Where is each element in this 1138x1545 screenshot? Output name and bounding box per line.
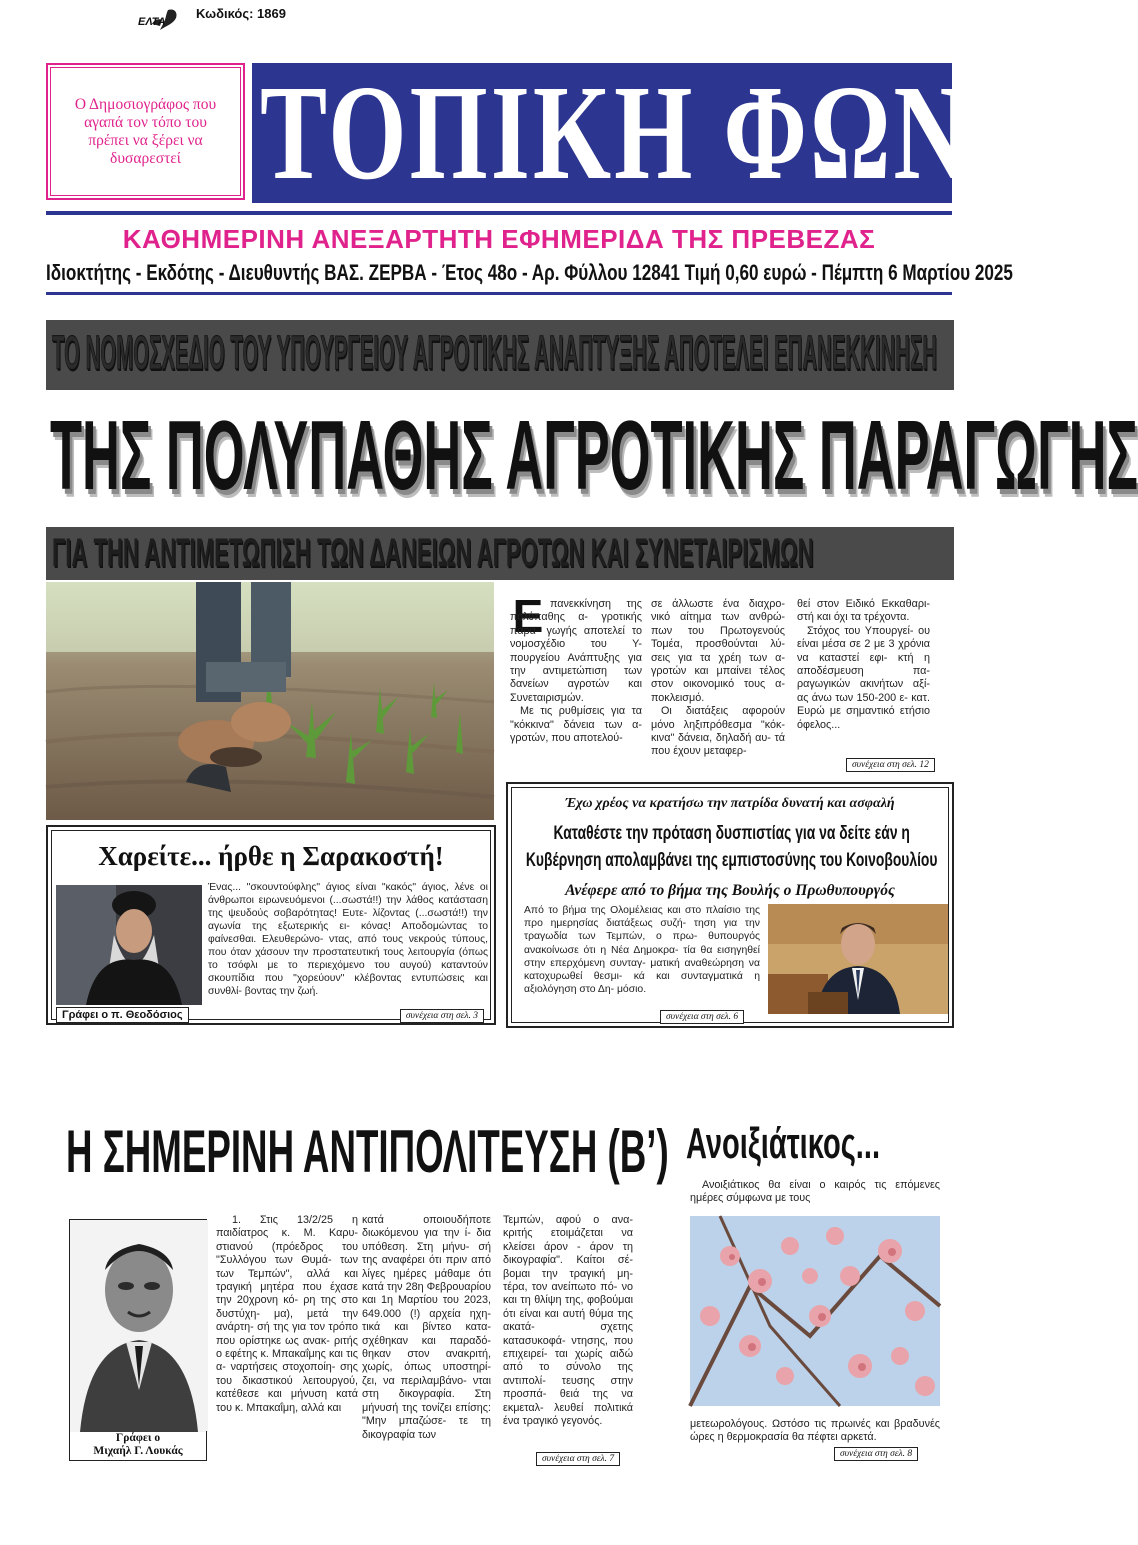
opposition-continue-link[interactable]: συνέχεια στη σελ. 7 [536, 1452, 620, 1466]
pm-photo [768, 904, 948, 1014]
opposition-column-2: κατά οποιουδήποτε διωκόμενου για την ί- δια υπόθεση. Στη μήνυ- σή της αναφέρει ότι πριν από λίγες ημέρες μάθαμε ότι κατά την 28η Φεβρουαρίου και 1η Μαρτίου του 2023, 649.000 (!) αρχεία ηχη- τικά και βίντεο κατα- σχέθηκαν και παραδό- θηκαν στον ανακριτή, χωρίς, όπως υποστηρί- ζει, να περιλαμβάνο- νται στη δικογραφία. Στη μήνυσή της τονίζει επίσης: "Μην μπαζώσε- τε τη δικογραφία των [362, 1214, 491, 1441]
lead-column-2-para-2: Οι διατάξεις αφορούν μόνο ληξιπρόθεσμα "κόκ- κινα" δάνεια, δηλαδή αυ- τά που έχουν μεταφερ- [651, 705, 785, 758]
spring-headline-wrap [686, 1120, 942, 1170]
opposition-byline-line-1: Γράφει ο [115, 1432, 161, 1444]
lead-kicker: ΤΟ ΝΟΜΟΣΧΕΔΙΟ ΤΟΥ ΥΠΟΥΡΓΕΙΟΥ ΑΓΡΟΤΙΚΗΣ ΑΝΑΠΤΥΞΗΣ ΑΠΟΤΕΛΕΙ ΕΠΑΝΕΚΚΙΝΗΣΗ [52, 327, 938, 380]
masthead-info-wrap [46, 259, 1013, 287]
lead-column-1 [510, 590, 642, 745]
pm-kicker: Έχω χρέος να κρατήσω την πατρίδα δυνατή και ασφαλή [565, 796, 895, 811]
pm-subhead: Ανέφερε από το βήμα της Βουλής ο Πρωθυπουργός [565, 882, 895, 899]
lead-photo [46, 582, 494, 820]
lent-text: Ένας... "σκουντούφλης" άγιος είναι "κακός" άγιος, λένε οι άνθρωποι ειρωνευόμενοι (...σωστά!!) την λάθος κατάσταση της ψευδούς σοβαρότητας! Ευτε- λίζοντας (...σωστά!!) την αγωνία της εξωτερικής ει- κόνας! Αποδομώντας το φαίνεσθαι. Ελευθερώνο- ντας, από τους νεκρούς τύπους, που όταν χάσουν την προστατευτική τους λειτουργία (όπως το τσόφλι με το περιεχόμενο του αυγού) καταντούν σκουπίδια που "χορεύουν" κλέβοντας εντυπώσεις και συνθλί- βοντας την ζωή. [208, 882, 488, 997]
motto-box [46, 63, 245, 200]
masthead-bottom-rule [46, 292, 952, 295]
masthead-subtitle: ΚΑΘΗΜΕΡΙΝΗ ΑΝΕΞΑΡΤΗΤΗ ΕΦΗΜΕΡΙΔΑ ΤΗΣ ΠΡΕΒΕΖΑΣ [122, 224, 876, 254]
lead-subhead: ΓΙΑ ΤΗΝ ΑΝΤΙΜΕΤΩΠΙΣΗ ΤΩΝ ΔΑΝΕΙΩΝ ΑΓΡΟΤΩΝ ΚΑΙ ΣΥΝΕΤΑΙΡΙΣΜΩΝ [52, 531, 814, 575]
spring-continue-link[interactable]: συνέχεια στη σελ. 8 [834, 1447, 918, 1461]
spring-text-top: Ανοιξιάτικος θα είναι ο καιρός τις επόμενες ημέρες σύμφωνα με τους [690, 1179, 940, 1205]
opposition-headline: Η ΣΗΜΕΡΙΝΗ ΑΝΤΙΠΟΛΙΤΕΥΣΗ (Β’) [66, 1118, 669, 1185]
lead-continue-link[interactable]: συνέχεια στη σελ. 12 [846, 758, 935, 772]
pm-continue-link[interactable]: συνέχεια στη σελ. 6 [660, 1010, 744, 1024]
lead-column-1-para-1: πανεκκίνηση της πολύπαθης α- γροτικής παρα- γωγής αποτελεί το νομοσχέδιο του Υ- πουργείου Ανάπτυξης για την αντιμετώπιση των δανείων αγροτών και Συνεταιρισμών. [510, 598, 642, 704]
lead-dropcap: Ε [512, 590, 544, 642]
elta-logo [138, 6, 184, 40]
motto-text: Ο Δημοσιογράφος που αγαπά τον τόπο του πρέπει να ξέρει να δυσαρεστεί [74, 95, 217, 167]
masthead-title: ΤΟΠΙΚΗ ΦΩΝΗ [260, 58, 1051, 208]
opposition-byline [69, 1431, 207, 1461]
lead-column-2-para-1: σε άλλωστε ένα διαχρο- νικό αίτημα των ανθρώ- πων του Πρωτογενούς Τομέα, προσθούνται λύ- σεις για τα χρέη των α- γροτών και μπαίνει τέλος στον οικονομικό τους α- ποκλεισμό. [651, 598, 785, 704]
lead-column-3-para-1: θεί στον Ειδικό Εκκαθαρι- στή και όχι τα τρέχοντα. [797, 598, 930, 624]
lent-title: Χαρείτε... ήρθε η Σαρακοστή! [98, 841, 444, 871]
masthead-rule [46, 211, 952, 215]
lent-box [46, 825, 496, 1025]
pm-text: Από το βήμα της Ολομέλειας και στο πλαίσιο της προ ημερησίας διατάξεως συζή- τηση για την τραγωδία των Τεμπών, ο πρω- θυπουργός ανακοίνωσε ότι η Νέα Δημοκρα- τία θα εισηγηθεί στην επερχόμενη συνταγ- ματική αναθεώρηση να κατοχυρωθεί θεσμι- κά και συνταγματικά η αξιολόγηση στο Δη- μόσιο. [524, 905, 760, 996]
lent-continue-link[interactable]: συνέχεια στη σελ. 3 [400, 1009, 484, 1023]
spring-text-bottom: μετεωρολόγους. Ωστόσο τις πρωινές και βραδυνές ώρες η θερμοκρασία θα πέφτει αρκετά. [690, 1418, 940, 1444]
pm-headline-wrap [520, 820, 944, 876]
lent-byline: Γράφει ο π. Θεοδόσιος [56, 1007, 189, 1023]
lead-subhead-band [46, 527, 954, 580]
opposition-byline-line-2: Μιχαήλ Γ. Λουκάς [93, 1445, 183, 1457]
lead-column-2 [651, 598, 785, 759]
lent-photo [56, 885, 202, 1005]
pm-box [506, 782, 954, 1028]
lead-column-1-para-2: Με τις ρυθμίσεις για τα "κόκκινα" δάνεια των α- γροτών, που αποτελού- [510, 705, 642, 745]
pm-headline: Καταθέστε την πρόταση δυσπιστίας για να δείτε εάν η Κυβέρνηση απολαμβάνει της εμπιστοσύνης του Κοινοβουλίου [525, 823, 938, 871]
lead-headline-wrap [46, 392, 1138, 522]
lead-column-3 [797, 598, 930, 732]
lead-headline: ΤΗΣ ΠΟΛΥΠΑΘΗΣ ΑΓΡΟΤΙΚΗΣ ΠΑΡΑΓΩΓΗΣ [50, 400, 1138, 510]
opposition-photo [69, 1219, 207, 1431]
opposition-column-1: 1. Στις 13/2/25 η παιδίατρος κ. Μ. Καρυ- στιανού (πρόεδρος του "Συλλόγου των Θυμά- των των Τεμπών", αλλά και τραγική μητέρα που έχασε την 20χρονη κό- ρη της στο δυστύχη- μα), μετά την ανάρτη- σή της για τον τρόπο που ορίστηκε ως ανακ- ριτής ο εφέτης κ. Μπακαΐμης και τις α- ναρτήσεις στοχοποίη- σης του δικαστικού λειτουργού, κατέθεσε και μήνυση κατά του κ. Μπακαΐμη, αλλά και [216, 1214, 358, 1414]
masthead-info: Ιδιοκτήτης - Εκδότης - Διευθυντής ΒΑΣ. ΖΕΡΒΑ - Έτος 48ο - Αρ. Φύλλου 12841 Τιμή 0,60 ευρώ - Πέμπτη 6 Μαρτίου 2025 [46, 260, 1013, 285]
spring-photo [690, 1216, 940, 1406]
elta-logo-text: ΕΛΤΑ [138, 16, 166, 28]
lead-column-3-para-2: Στόχος του Υπουργεί- ου είναι μέσα σε 2 με 3 χρόνια να καταστεί εφι- κτή η αποδέσμευση πα- ραγωγικών ακινήτων αξί- ας άνω των 150-200 ε- κατ. Ευρώ με σημαντικό ετήσιο όφελος... [797, 624, 930, 731]
spring-headline: Ανοιξιάτικος... [686, 1119, 881, 1168]
masthead-banner [252, 58, 1051, 208]
lead-kicker-band [46, 320, 954, 390]
opposition-column-3: Τεμπών, αφού ο ανα- κριτής ετοιμάζεται να κλείσει άρον - άρον τη δικογραφία". Καίτοι σέ- βομαι την τραγική μη- τέρα, τον ανείπωτο πό- νο και τη θλίψη της, φοβούμαι ότι είναι και αυτή θύμα της ακατά- σχετης κατασυκοφά- ντησης, που επιχειρεί- ται χωρίς αιδώ από το σύνολο της αντιπολί- τευσης στην προσπά- θειά της να εκμεταλ- λευθεί πολιτικά ένα τραγικό γεγονός. [503, 1214, 633, 1428]
code-number: Κωδικός: 1869 [196, 6, 286, 21]
opposition-headline-wrap [66, 1113, 669, 1193]
